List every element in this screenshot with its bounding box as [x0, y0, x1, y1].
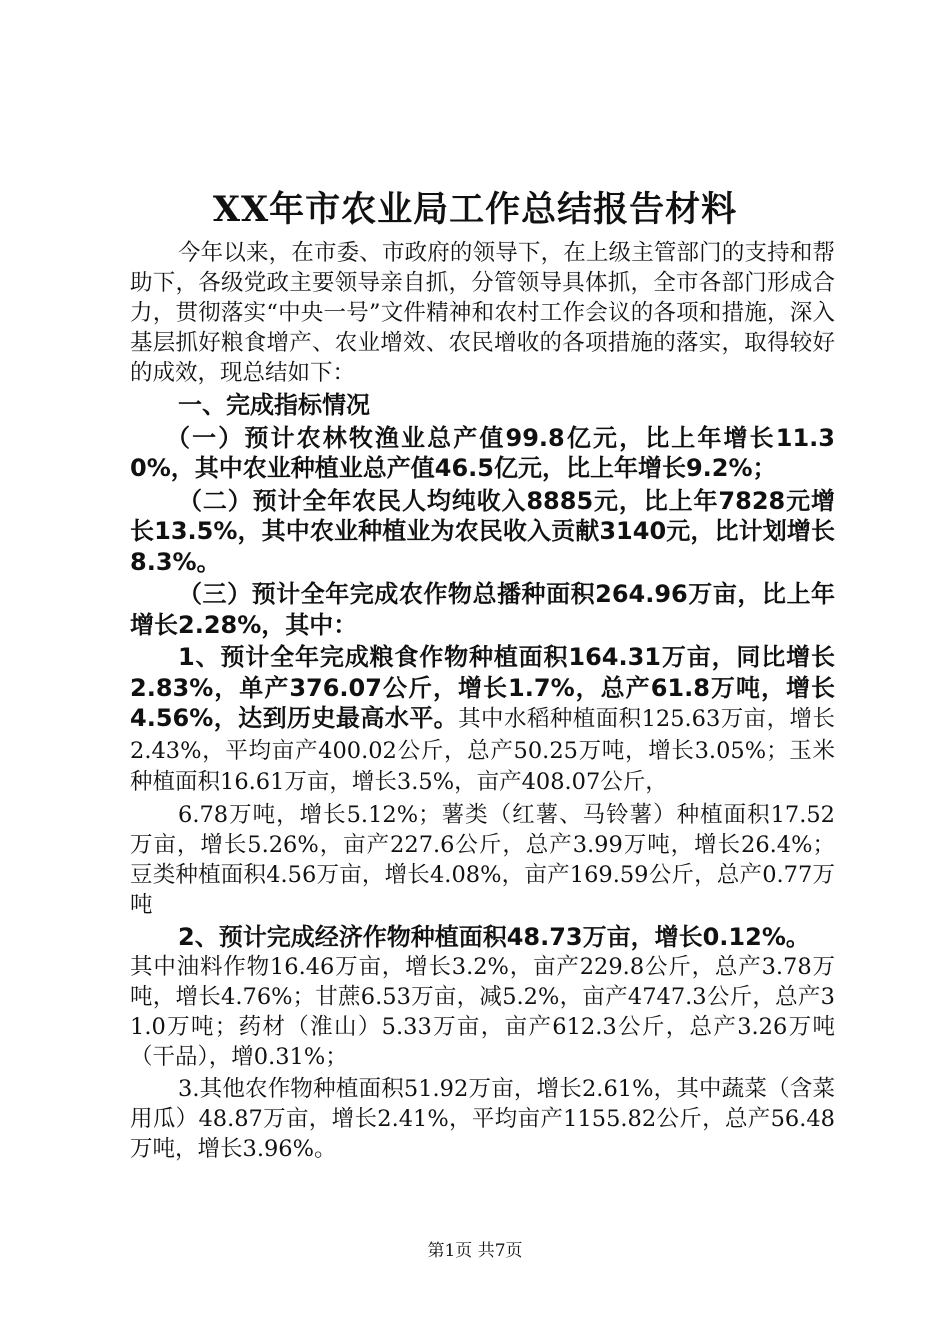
indicator-item-1: （一）预计农林牧渔业总产值99.8亿元，比上年增长11.30%，其中农业种植业总产值46.5亿元，比上年增长9.2%；: [130, 423, 835, 482]
grain-paragraph: [130, 642, 835, 798]
economic-crops-detail: 其中油料作物16.46万亩，增长3.2%，亩产229.8公斤，总产3.78万吨，增长4.76%；甘蔗6.53万亩，减5.2%，亩产4747.3公斤，总产31.0万吨；药材（淮山）5.33万亩，亩产612.3公斤，总产3.26万吨（干品），增0.31%；: [130, 954, 835, 1070]
other-crops-paragraph: 3.其他农作物种植面积51.92万亩，增长2.61%，其中蔬菜（含菜用瓜）48.87万亩，增长2.41%，平均亩产1155.82公斤，总产56.48万吨，增长3.96%。: [130, 1076, 835, 1162]
grain-summary: 1、预计全年完成粮食作物种植面积164.31万亩，同比增长2.83%，单产376.07公斤，增长1.7%，总产61.8万吨，增长4.56%，达到历史最高水平。: [130, 643, 835, 732]
section-heading: 一、完成指标情况: [178, 391, 370, 419]
intro-paragraph: 今年以来，在市委、市政府的领导下，在上级主管部门的支持和帮助下，各级党政主要领导亲自抓，分管领导具体抓，全市各部门形成合力，贯彻落实“中央一号”文件精神和农村工作会议的各项和措施，深入基层抓好粮食增产、农业增效、农民增收的各项措施的落实，取得较好的成效，现总结如下：: [130, 240, 835, 386]
page-footer: 第1页 共7页: [427, 1241, 523, 1261]
document-body: [130, 238, 835, 1164]
indicator-item-3: （三）预计全年完成农作物总播种面积264.96万亩，比上年增长2.28%，其中：: [130, 580, 835, 639]
grain-detail: 其中水稻种植面积125.63万亩，增长2.43%，平均亩产400.02公斤，总产50.25万吨，增长3.05%；玉米种植面积16.61万亩，增长3.5%，亩产408.07公斤，: [130, 706, 835, 795]
economic-crops-summary: 2、预计完成经济作物种植面积48.73万亩，增长0.12%。: [178, 922, 810, 951]
grain-continued: 6.78万吨，增长5.12%；薯类（红薯、马铃薯）种植面积17.52万亩，增长5.26%，亩产227.6公斤，总产3.99万吨，增长26.4%；豆类种植面积4.56万亩，增长4.08%，亩产169.59公斤，总产0.77万吨: [130, 801, 835, 918]
indicator-item-2: （二）预计全年农民人均纯收入8885元，比上年7828元增长13.5%，其中农业种植业为农民收入贡献3140元，比计划增长8.3%。: [130, 486, 835, 576]
document-title: XX年市农业局工作总结报告材料: [212, 189, 738, 230]
